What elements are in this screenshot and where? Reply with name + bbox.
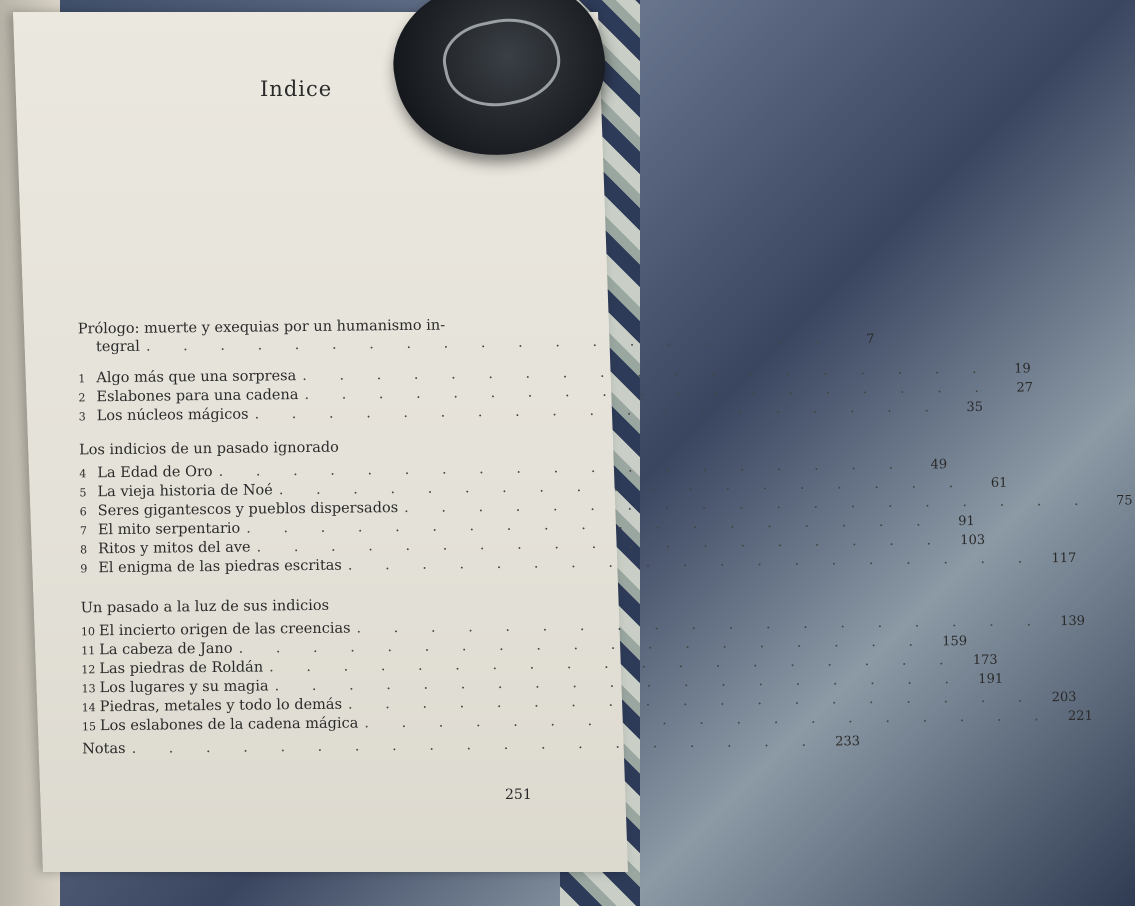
chapter-number: 14: [81, 701, 96, 715]
chapter-number: 3: [78, 410, 86, 424]
chapter-number: 6: [79, 505, 87, 519]
leader-dots: . . . . . . . . . . . . . . . . . . .: [254, 399, 944, 423]
entry-page: 191: [978, 671, 1004, 687]
entry-page: 19: [1014, 361, 1031, 377]
entry-label: Los núcleos mágicos: [96, 406, 249, 425]
entry-label: Algo más que una sorpresa: [96, 368, 297, 387]
entry-label: Eslabones para una cadena: [96, 387, 299, 406]
chapter-number: 8: [80, 543, 88, 557]
chapter-number: 9: [80, 562, 88, 576]
leader-dots: . . . . . . . . . . . . . . . . . . .: [364, 708, 1053, 732]
entry-page: 221: [1067, 708, 1093, 725]
entry-page: 61: [990, 475, 1008, 491]
chapter-number: 15: [81, 720, 97, 734]
entry-label: El mito serpentario: [97, 520, 241, 539]
leader-dots: . . . . . . . . . . . . . . . . . . .: [256, 532, 946, 556]
leader-dots: . . . . . . . . . . . . . . . . . . .: [304, 379, 994, 404]
leader-dots: . . . . . . . . . . . . . . . . . . .: [278, 475, 968, 499]
chapter-number: 1: [78, 372, 86, 386]
entry-label: El incierto origen de las creencias: [98, 620, 351, 640]
entry-page: 75: [1116, 493, 1133, 509]
leader-dots: . . . . . . . . . . . . . . . . . . .: [302, 360, 991, 385]
entry-label: La vieja historia de Noé: [97, 482, 273, 501]
section-heading: Un pasado a la luz de sus indicios: [80, 597, 330, 617]
leader-dots: . . . . . . . . . . . . . . . . . . .: [269, 652, 958, 676]
toc-entry: [78, 399, 984, 427]
entry-label: La Edad de Oro: [97, 463, 213, 482]
entry-label: Seres gigantescos y pueblos dispersados: [97, 500, 399, 520]
entry-label: Prólogo: muerte y exequias por un humanismo in-: [77, 317, 446, 338]
leader-dots: . . . . . . . . . . . . . . . . . . .: [145, 331, 835, 355]
entry-page: 117: [1051, 550, 1077, 567]
leader-dots: . . . . . . . . . . . . . . . . . . .: [218, 456, 908, 480]
leader-dots: . . . . . . . . . . . . . . . . . . .: [347, 689, 1037, 713]
section-heading: Los indicios de un pasado ignorado: [78, 439, 339, 459]
entry-page: 91: [958, 514, 975, 530]
entry-label: Notas: [82, 740, 126, 758]
entry-label: Las piedras de Roldán: [99, 659, 264, 678]
entry-page: 159: [942, 634, 968, 650]
toc-entry: [80, 550, 1077, 579]
entry-page: 233: [835, 734, 861, 750]
page-title: Indice: [260, 77, 333, 101]
leader-dots: . . . . . . . . . . . . . . . . . . .: [347, 550, 1037, 574]
entry-label: El enigma de las piedras escritas: [98, 557, 342, 577]
page-number: 251: [505, 787, 532, 803]
entry-page: 35: [966, 399, 984, 416]
entry-page: 27: [1016, 380, 1034, 396]
chapter-number: 7: [79, 524, 87, 538]
entry-label: tegral: [95, 338, 140, 356]
entry-label: Piedras, metales y todo lo demás: [99, 696, 343, 716]
leader-dots: . . . . . . . . . . . . . . . . . . .: [356, 613, 1046, 637]
table-of-contents: [77, 316, 1133, 760]
entry-page: 49: [930, 457, 948, 473]
leader-dots: . . . . . . . . . . . . . . . . . . .: [404, 492, 1093, 516]
entry-label: La cabeza de Jano: [99, 640, 233, 659]
entry-page: 103: [960, 532, 986, 549]
entry-page: 173: [972, 652, 998, 669]
entry-label: Los lugares y su magia: [99, 678, 269, 697]
leader-dots: . . . . . . . . . . . . . . . . . . .: [131, 733, 821, 757]
chapter-number: 11: [81, 644, 96, 658]
chapter-number: 10: [80, 625, 96, 639]
entry-label: Los eslabones de la cadena mágica: [99, 715, 359, 735]
leader-dots: . . . . . . . . . . . . . . . . . . .: [238, 633, 928, 657]
chapter-number: 12: [81, 663, 96, 677]
chapter-number: 13: [81, 682, 96, 696]
chapter-number: 5: [79, 486, 87, 500]
leader-dots: . . . . . . . . . . . . . . . . . . .: [274, 671, 964, 695]
entry-page: 203: [1051, 689, 1077, 706]
entry-label: Ritos y mitos del ave: [98, 539, 251, 558]
entry-page: 139: [1060, 613, 1086, 630]
entry-page: 7: [866, 332, 875, 348]
chapter-number: 4: [79, 467, 87, 481]
chapter-number: 2: [78, 391, 86, 405]
leader-dots: . . . . . . . . . . . . . . . . . . .: [246, 513, 935, 537]
